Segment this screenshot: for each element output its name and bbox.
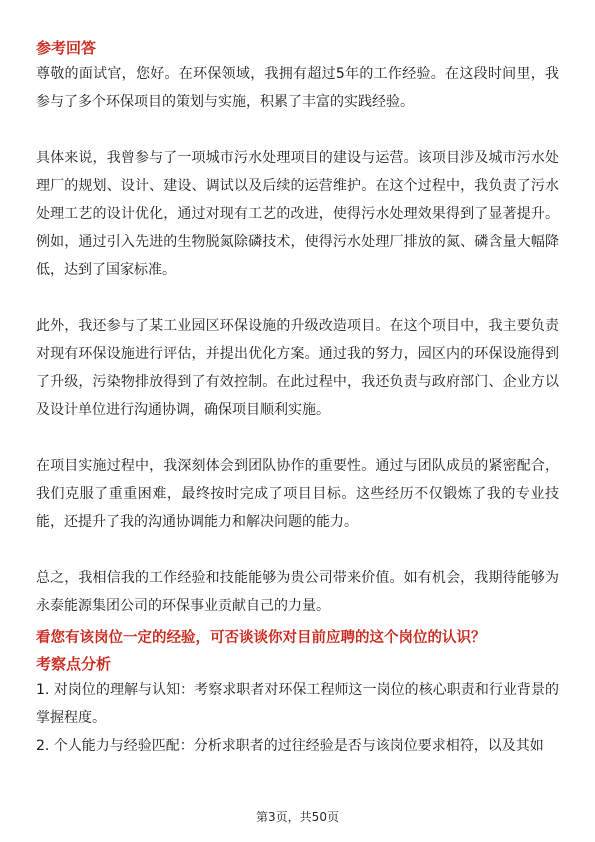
analysis-item-2: 2. 个人能力与经验匹配：分析求职者的过往经验是否与该岗位要求相符，以及其如 [36, 738, 544, 754]
answer-paragraph-1: 尊敬的面试官，您好。在环保领域，我拥有超过5年的工作经验。在这段时间里，我参与了多个环保项目的策划与实施，积累了丰富的实践经验。 [36, 66, 559, 110]
answer-paragraph-2: 具体来说，我曾参与了一项城市污水处理项目的建设与运营。该项目涉及城市污水处理厂的规划、设计、建设、调试以及后续的运营维护。在这个过程中，我负责了污水处理工艺的设计优化，通过对现有工艺的改进，使得污水处理效果得到了显著提升。例如，通过引入先进的生物脱氮除磷技术，使得污水处理厂排放的氮、磷含量大幅降低，达到了国家标准。 [36, 150, 559, 278]
answer-paragraph-3: 此外，我还参与了某工业园区环保设施的升级改造项目。在这个项目中，我主要负责对现有环保设施进行评估，并提出优化方案。通过我的努力，园区内的环保设施得到了升级，污染物排放得到了有效控制。在此过程中，我还负责与政府部门、企业方以及设计单位进行沟通协调，确保项目顺利实施。 [36, 318, 559, 418]
interview-question: 看您有该岗位一定的经验，可否谈谈你对目前应聘的这个岗位的认识？ [36, 630, 486, 646]
answer-paragraph-5: 总之，我相信我的工作经验和技能能够为贵公司带来价值。如有机会，我期待能够为永泰能源集团公司的环保事业贡献自己的力量。 [36, 570, 559, 614]
answer-paragraph-4: 在项目实施过程中，我深刻体会到团队协作的重要性。通过与团队成员的紧密配合，我们克服了重重困难，最终按时完成了项目目标。这些经历不仅锻炼了我的专业技能，还提升了我的沟通协调能力和解决问题的能力。 [36, 458, 559, 530]
analysis-title: 考察点分析 [36, 655, 112, 673]
page-number: 第3页，共50页 [256, 810, 339, 824]
document-page [36, 36, 559, 760]
analysis-item-1: 1. 对岗位的理解与认知：考察求职者对环保工程师这一岗位的核心职责和行业背景的掌握程度。 [36, 682, 559, 726]
answer-title: 参考回答 [36, 39, 97, 57]
